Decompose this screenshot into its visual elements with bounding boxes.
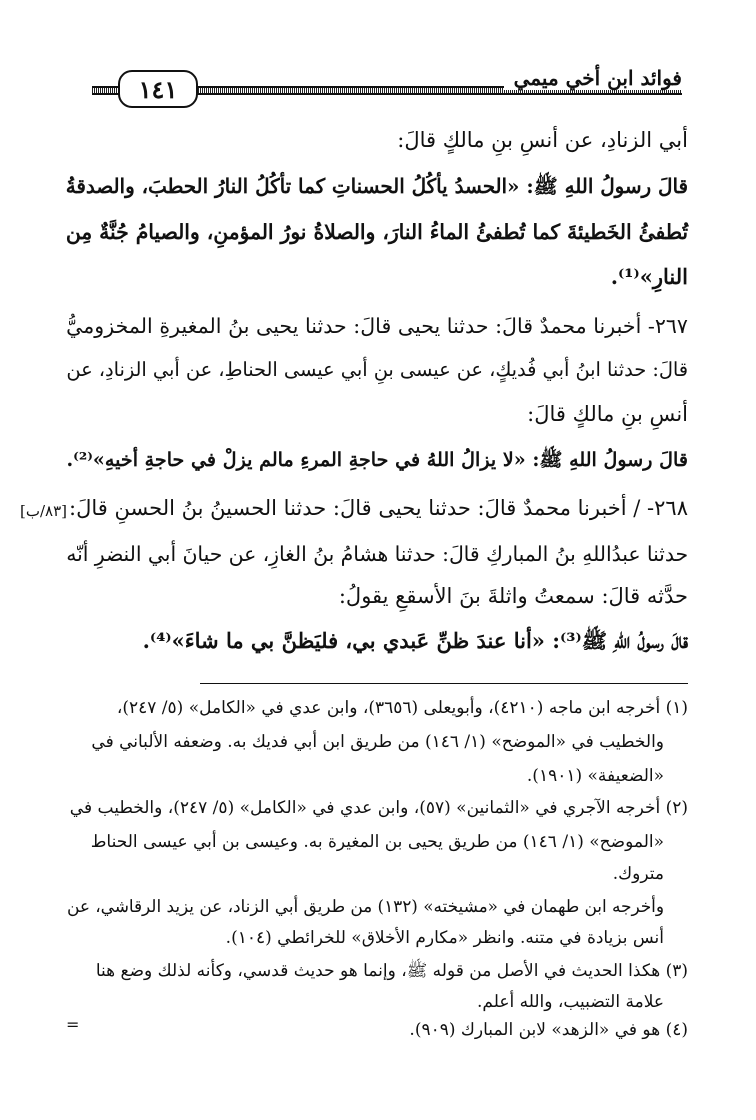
footnote-divider <box>200 683 688 684</box>
page-number: ١٤١ <box>118 70 198 108</box>
footnote-line: أنس بزيادة في متنه. وانظر «مكارم الأخلاق» للخرائطي (١٠٤). <box>225 928 664 948</box>
footnote-line: (١) أخرجه ابن ماجه (٤٢١٠)، وأبويعلى (٣٦٥٦)، وابن عدي في «الكامل» (٥/ ٢٤٧)، <box>116 698 688 718</box>
body-line: قالَ: حدثنا ابنُ أبي فُديكٍ، عن عيسى بنِ أبي عيسى الحناطِ، عن أبي الزنادِ، عن <box>66 358 688 381</box>
body-line: أنسِ بنِ مالكٍ قالَ: <box>527 402 688 426</box>
footnote-line: «الموضح» (١/ ١٤٦) من طريق يحيى بن المغيرة به. وعيسى بن أبي عيسى الحناط <box>90 832 664 852</box>
hadith-line: قالَ رسولُ اللهِ ﷺ: «الحسدُ يأكُلُ الحسناتِ كما تأكُلُ النارُ الحطبَ، والصدقةُ <box>65 174 688 198</box>
footnote-line: وأخرجه ابن طهمان في «مشيخته» (١٣٢) من طريق أبي الزناد، عن يزيد الرقاشي، عن <box>67 896 664 916</box>
page-header <box>92 64 682 112</box>
footnote-line: «الضعيفة» (١٩٠١). <box>526 766 664 786</box>
body-line: ٢٦٨- / أخبرنا محمدٌ قالَ: حدثنا يحيى قالَ: حدثنا الحسينُ بنُ الحسنِ قالَ: <box>69 496 688 520</box>
footnote-line: (٢) أخرجه الآجري في «الثمانين» (٥٧)، وابن عدي في «الكامل» (٥/ ٢٤٧)، والخطيب في <box>69 798 688 818</box>
book-title: فوائد ابن أخي ميمي <box>504 66 682 90</box>
body-line: حدَّثه قالَ: سمعتُ واثلةَ بنَ الأسقعِ يقولُ: <box>338 584 688 608</box>
hadith-line: قالَ رسولُ اللهِ ﷺ: «لا يزالُ اللهُ في حاجةِ المرءِ مالم يزلْ في حاجةِ أخيهِ»⁽²⁾. <box>66 448 688 471</box>
footnote-line: علامة التضبيب، والله أعلم. <box>477 992 664 1012</box>
footnote-line: (٤) هو في «الزهد» لابن المبارك (٩٠٩). <box>409 1020 688 1040</box>
hadith-line: تُطفئُ الخَطيئةَ كما تُطفئُ الماءُ النارَ، والصلاةُ نورُ المؤمنِ، والصيامُ جُنَّةٌ مِن <box>65 220 688 244</box>
margin-reference: [٨٣/ب] <box>20 502 68 520</box>
footnote-line: والخطيب في «الموضح» (١/ ١٤٦) من طريق ابن أبي فديك به. وضعفه الألباني في <box>91 732 664 752</box>
bottom-mark: = <box>66 1015 80 1034</box>
body-line: ٢٦٧- أخبرنا محمدٌ قالَ: حدثنا يحيى قالَ: حدثنا يحيى بنُ المغيرةِ المخزوميُّ <box>66 314 688 338</box>
footnote-line: (٣) هكذا الحديث في الأصل من قوله ﷺ، وإنما هو حديث قدسي، وكأنه لذلك وضع هنا <box>95 961 688 981</box>
footnote-line: متروك. <box>612 864 664 884</box>
hadith-line: قالَ رسولُ اللهِ ﷺ⁽³⁾: «أنا عندَ ظنِّ عَبدي بي، فليَظنَّ بي ما شاءَ»⁽⁴⁾. <box>142 628 688 653</box>
body-line: أبي الزنادِ، عن أنسِ بنِ مالكٍ قالَ: <box>397 128 688 152</box>
body-line: حدثنا عبدُاللهِ بنُ المباركِ قالَ: حدثنا هشامُ بنُ الغازِ، عن حيانَ أبي النضرِ أنّه <box>66 542 688 566</box>
hadith-line: النارِ»⁽¹⁾. <box>610 264 688 289</box>
